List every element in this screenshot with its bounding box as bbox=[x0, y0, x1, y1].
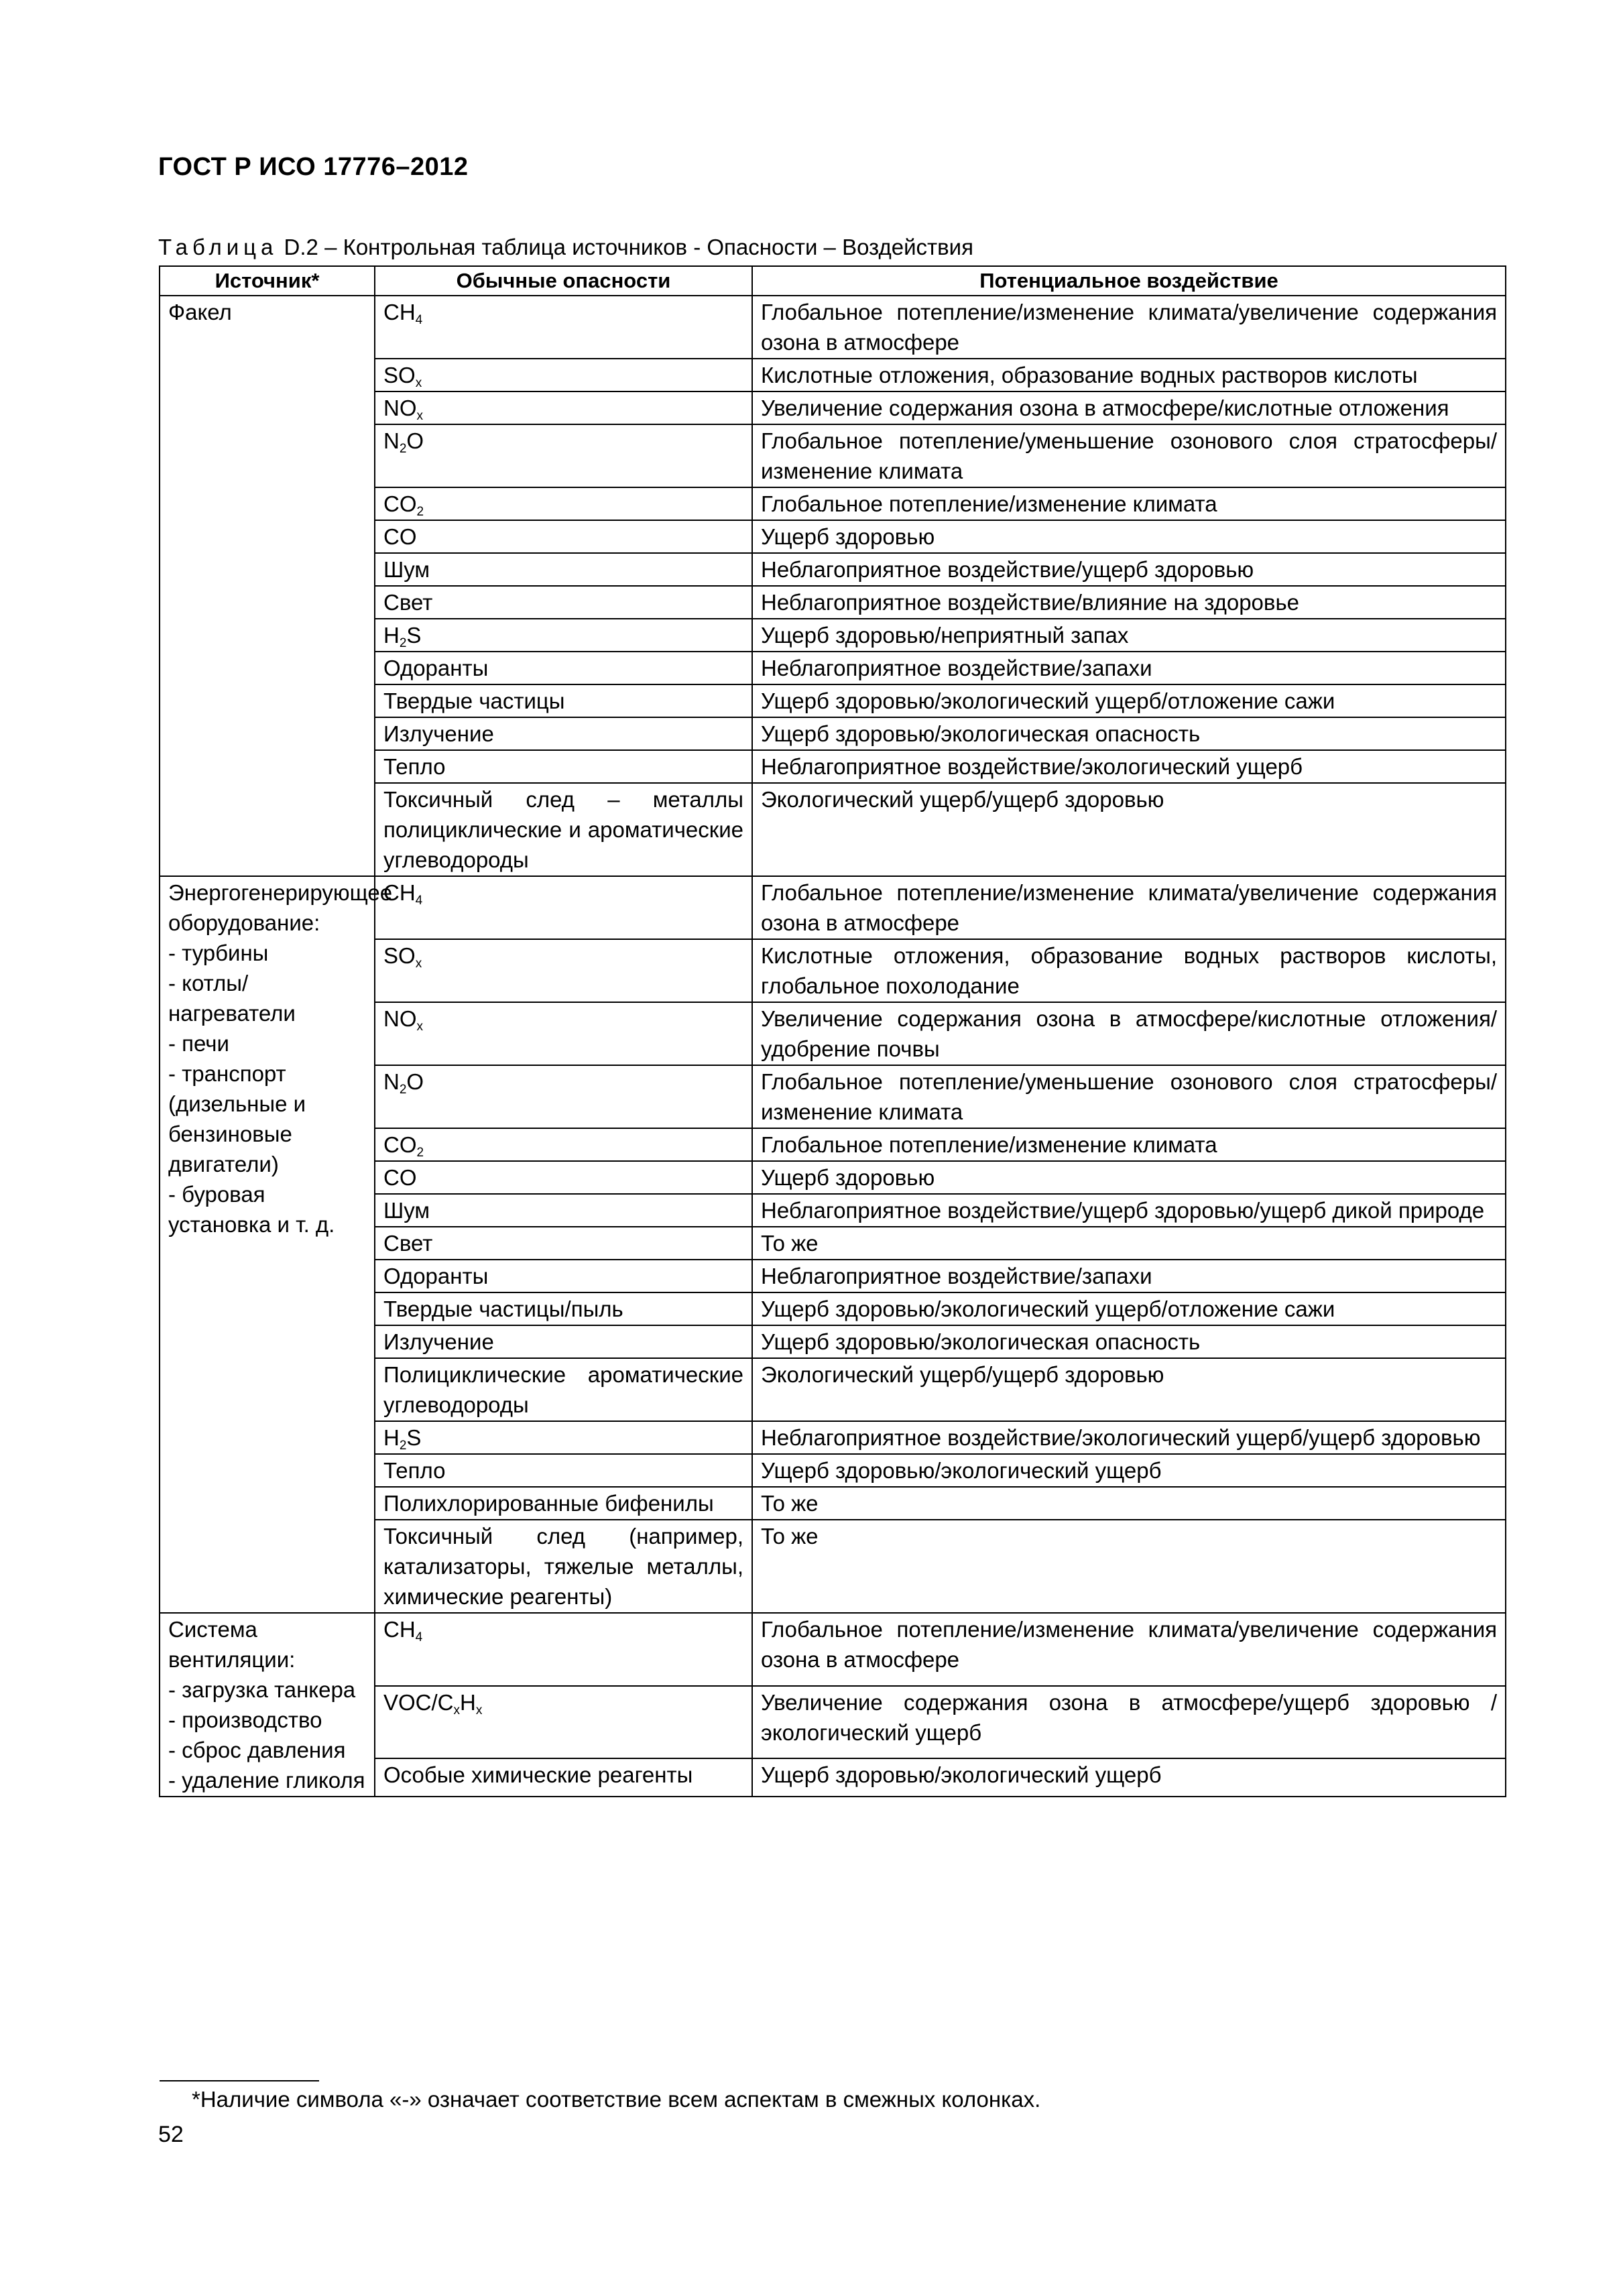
hazard-text: NO bbox=[383, 1006, 417, 1031]
hazard-text: CO bbox=[383, 491, 417, 516]
hazard-cell bbox=[375, 1194, 752, 1227]
hazard-text: Свет bbox=[383, 1231, 433, 1256]
impact-cell: Неблагоприятное воздействие/влияние на здоровье bbox=[752, 586, 1506, 619]
hazard-text: Тепло bbox=[383, 1458, 446, 1483]
table-caption bbox=[158, 235, 973, 260]
hazard-cell bbox=[375, 391, 752, 424]
hazard-cell bbox=[375, 1358, 752, 1421]
table-header-row bbox=[160, 266, 1506, 296]
impact-cell: То же bbox=[752, 1520, 1506, 1613]
hazard-subscript: 2 bbox=[416, 1146, 424, 1160]
impact-cell: То же bbox=[752, 1487, 1506, 1520]
impact-cell: Экологический ущерб/ущерб здоровью bbox=[752, 1358, 1506, 1421]
impact-cell: Увеличение содержания озона в атмосфере/кислотные отложения/удобрение почвы bbox=[752, 1002, 1506, 1065]
hazard-subscript: x bbox=[453, 1703, 461, 1717]
hazard-subscript: x bbox=[415, 376, 422, 390]
hazard-text: Шум bbox=[383, 557, 430, 582]
hazard-text: Свет bbox=[383, 590, 433, 615]
impact-cell: Глобальное потепление/уменьшение озонового слоя стратосферы/изменение климата bbox=[752, 1065, 1506, 1128]
hazard-text: SO bbox=[383, 943, 416, 968]
hazard-cell bbox=[375, 876, 752, 939]
hazard-cell bbox=[375, 1520, 752, 1613]
hazard-text: H bbox=[383, 1425, 400, 1450]
hazard-cell bbox=[375, 652, 752, 684]
hazard-text: Тепло bbox=[383, 754, 446, 779]
hazard-cell bbox=[375, 1161, 752, 1194]
hazard-cell bbox=[375, 520, 752, 553]
impact-cell: Экологический ущерб/ущерб здоровью bbox=[752, 783, 1506, 876]
impact-cell: Увеличение содержания озона в атмосфере/кислотные отложения bbox=[752, 391, 1506, 424]
hazard-cell bbox=[375, 1758, 752, 1797]
hazard-cell bbox=[375, 424, 752, 487]
source-cell: Энергогенерирующее оборудование: - турбины - котлы/нагреватели - печи - транспорт (дизельные и бензиновые двигатели) - буровая установка и т. д. bbox=[160, 876, 375, 1613]
hazard-cell bbox=[375, 1128, 752, 1161]
hazard-cell bbox=[375, 619, 752, 652]
hazard-text: Твердые частицы/пыль bbox=[383, 1296, 623, 1321]
page-number: 52 bbox=[158, 2122, 184, 2147]
hazard-text: Шум bbox=[383, 1198, 430, 1223]
table-row bbox=[160, 296, 1506, 359]
impact-cell: Ущерб здоровью/экологический ущерб bbox=[752, 1758, 1506, 1797]
hazard-cell bbox=[375, 939, 752, 1002]
hazard-text: Одоранты bbox=[383, 1264, 489, 1288]
hazard-subscript: x bbox=[415, 957, 422, 971]
hazard-text: N bbox=[383, 1069, 400, 1094]
hazard-text: SO bbox=[383, 363, 416, 387]
hazard-cell bbox=[375, 359, 752, 391]
hazard-cell bbox=[375, 684, 752, 717]
hazard-text: Полициклические ароматические углеводороды bbox=[383, 1362, 743, 1417]
hazard-subscript-2: x bbox=[475, 1703, 483, 1717]
header-impact: Потенциальное воздействие bbox=[752, 266, 1506, 296]
hazard-cell bbox=[375, 783, 752, 876]
hazard-cell bbox=[375, 296, 752, 359]
impact-cell: Глобальное потепление/изменение климата/увеличение содержания озона в атмосфере bbox=[752, 876, 1506, 939]
hazard-text: CO bbox=[383, 1132, 417, 1157]
hazard-text: VOC/C bbox=[383, 1689, 454, 1715]
hazard-text-tail: S bbox=[406, 623, 422, 648]
impact-cell: Неблагоприятное воздействие/экологический ущерб bbox=[752, 750, 1506, 783]
hazard-subscript: 4 bbox=[415, 1630, 423, 1644]
hazard-text: Особые химические реагенты bbox=[383, 1762, 693, 1788]
source-cell: Система вентиляции: - загрузка танкера - производство - сброс давления - удаление гликоля bbox=[160, 1613, 375, 1797]
hazard-text: Токсичный след – металлы полициклические и ароматические углеводороды bbox=[383, 787, 743, 872]
impact-cell: Неблагоприятное воздействие/экологический ущерб/ущерб здоровью bbox=[752, 1421, 1506, 1454]
impact-cell: Увеличение содержания озона в атмосфере/ущерб здоровью / экологический ущерб bbox=[752, 1686, 1506, 1759]
table-caption-word: Таблица bbox=[158, 235, 278, 259]
hazard-subscript: 2 bbox=[399, 1083, 407, 1097]
impact-cell: Ущерб здоровью bbox=[752, 1161, 1506, 1194]
impact-cell: Глобальное потепление/уменьшение озонового слоя стратосферы/ изменение климата bbox=[752, 424, 1506, 487]
hazard-subscript: 2 bbox=[416, 505, 424, 519]
hazard-subscript: 2 bbox=[399, 636, 407, 650]
impact-cell: Ущерб здоровью bbox=[752, 520, 1506, 553]
hazard-text: CO bbox=[383, 1165, 417, 1190]
hazard-text: Твердые частицы bbox=[383, 688, 565, 713]
impact-cell: Неблагоприятное воздействие/запахи bbox=[752, 652, 1506, 684]
impact-cell: Кислотные отложения, образование водных растворов кислоты bbox=[752, 359, 1506, 391]
hazard-subscript: x bbox=[416, 409, 423, 423]
table-row bbox=[160, 1613, 1506, 1686]
impact-cell: Ущерб здоровью/экологический ущерб bbox=[752, 1454, 1506, 1487]
hazard-cell bbox=[375, 487, 752, 520]
footnote-divider bbox=[160, 2080, 319, 2081]
impact-cell: Неблагоприятное воздействие/ущерб здоровью/ущерб дикой природе bbox=[752, 1194, 1506, 1227]
impact-cell: Ущерб здоровью/экологический ущерб/отложение сажи bbox=[752, 684, 1506, 717]
impact-cell: Глобальное потепление/изменение климата/увеличение содержания озона в атмосфере bbox=[752, 1613, 1506, 1686]
table-row bbox=[160, 876, 1506, 939]
impact-cell: Ущерб здоровью/экологическая опасность bbox=[752, 1325, 1506, 1358]
hazard-cell bbox=[375, 750, 752, 783]
hazard-cell bbox=[375, 1487, 752, 1520]
hazard-text: Одоранты bbox=[383, 656, 489, 680]
impact-cell: Глобальное потепление/изменение климата bbox=[752, 1128, 1506, 1161]
hazard-cell bbox=[375, 717, 752, 750]
hazard-subscript: 2 bbox=[399, 1439, 407, 1453]
impact-cell: Неблагоприятное воздействие/запахи bbox=[752, 1260, 1506, 1292]
hazard-text-tail: H bbox=[460, 1689, 476, 1715]
hazard-cell bbox=[375, 1002, 752, 1065]
hazard-cell bbox=[375, 1421, 752, 1454]
hazard-cell bbox=[375, 1454, 752, 1487]
hazard-cell bbox=[375, 1686, 752, 1759]
impact-cell: Ущерб здоровью/экологический ущерб/отложение сажи bbox=[752, 1292, 1506, 1325]
hazard-text-tail: S bbox=[406, 1425, 422, 1450]
hazard-cell bbox=[375, 1260, 752, 1292]
table-caption-text: D.2 – Контрольная таблица источников - Опасности – Воздействия bbox=[278, 235, 973, 259]
impact-cell: Ущерб здоровью/неприятный запах bbox=[752, 619, 1506, 652]
hazard-cell bbox=[375, 553, 752, 586]
hazard-text-tail: O bbox=[406, 428, 424, 453]
hazard-text: Полихлорированные бифенилы bbox=[383, 1491, 714, 1516]
hazard-text-tail: O bbox=[406, 1069, 424, 1094]
hazard-text: CH bbox=[383, 300, 416, 324]
hazard-text: H bbox=[383, 623, 400, 648]
hazard-cell bbox=[375, 1227, 752, 1260]
hazard-text: CH bbox=[383, 1617, 416, 1642]
impact-cell: Кислотные отложения, образование водных растворов кислоты, глобальное похолодание bbox=[752, 939, 1506, 1002]
hazard-subscript: 2 bbox=[399, 442, 407, 456]
hazard-text: CO bbox=[383, 524, 417, 549]
sources-hazards-table bbox=[159, 265, 1506, 1797]
impact-cell: Ущерб здоровью/экологическая опасность bbox=[752, 717, 1506, 750]
source-cell: Факел bbox=[160, 296, 375, 876]
hazard-text: CH bbox=[383, 880, 416, 905]
hazard-text: Токсичный след (например, катализаторы, тяжелые металлы, химические реагенты) bbox=[383, 1524, 743, 1609]
hazard-text: Излучение bbox=[383, 1329, 494, 1354]
header-hazards: Обычные опасности bbox=[375, 266, 752, 296]
document-header: ГОСТ Р ИСО 17776–2012 bbox=[158, 153, 469, 181]
hazard-subscript: x bbox=[416, 1020, 423, 1034]
hazard-cell bbox=[375, 1292, 752, 1325]
hazard-text: N bbox=[383, 428, 400, 453]
hazard-text: NO bbox=[383, 396, 417, 420]
header-source: Источник* bbox=[160, 266, 375, 296]
hazard-cell bbox=[375, 1325, 752, 1358]
hazard-cell bbox=[375, 1613, 752, 1686]
table-body bbox=[160, 296, 1506, 1797]
impact-cell: Неблагоприятное воздействие/ущерб здоровью bbox=[752, 553, 1506, 586]
hazard-cell bbox=[375, 586, 752, 619]
hazard-text: Излучение bbox=[383, 721, 494, 746]
footnote: *Наличие символа «-» означает соответствие всем аспектам в смежных колонках. bbox=[192, 2087, 1041, 2112]
impact-cell: Глобальное потепление/изменение климата bbox=[752, 487, 1506, 520]
hazard-subscript: 4 bbox=[415, 313, 423, 327]
impact-cell: Глобальное потепление/изменение климата/увеличение содержания озона в атмосфере bbox=[752, 296, 1506, 359]
impact-cell: То же bbox=[752, 1227, 1506, 1260]
hazard-cell bbox=[375, 1065, 752, 1128]
hazard-subscript: 4 bbox=[415, 894, 423, 908]
